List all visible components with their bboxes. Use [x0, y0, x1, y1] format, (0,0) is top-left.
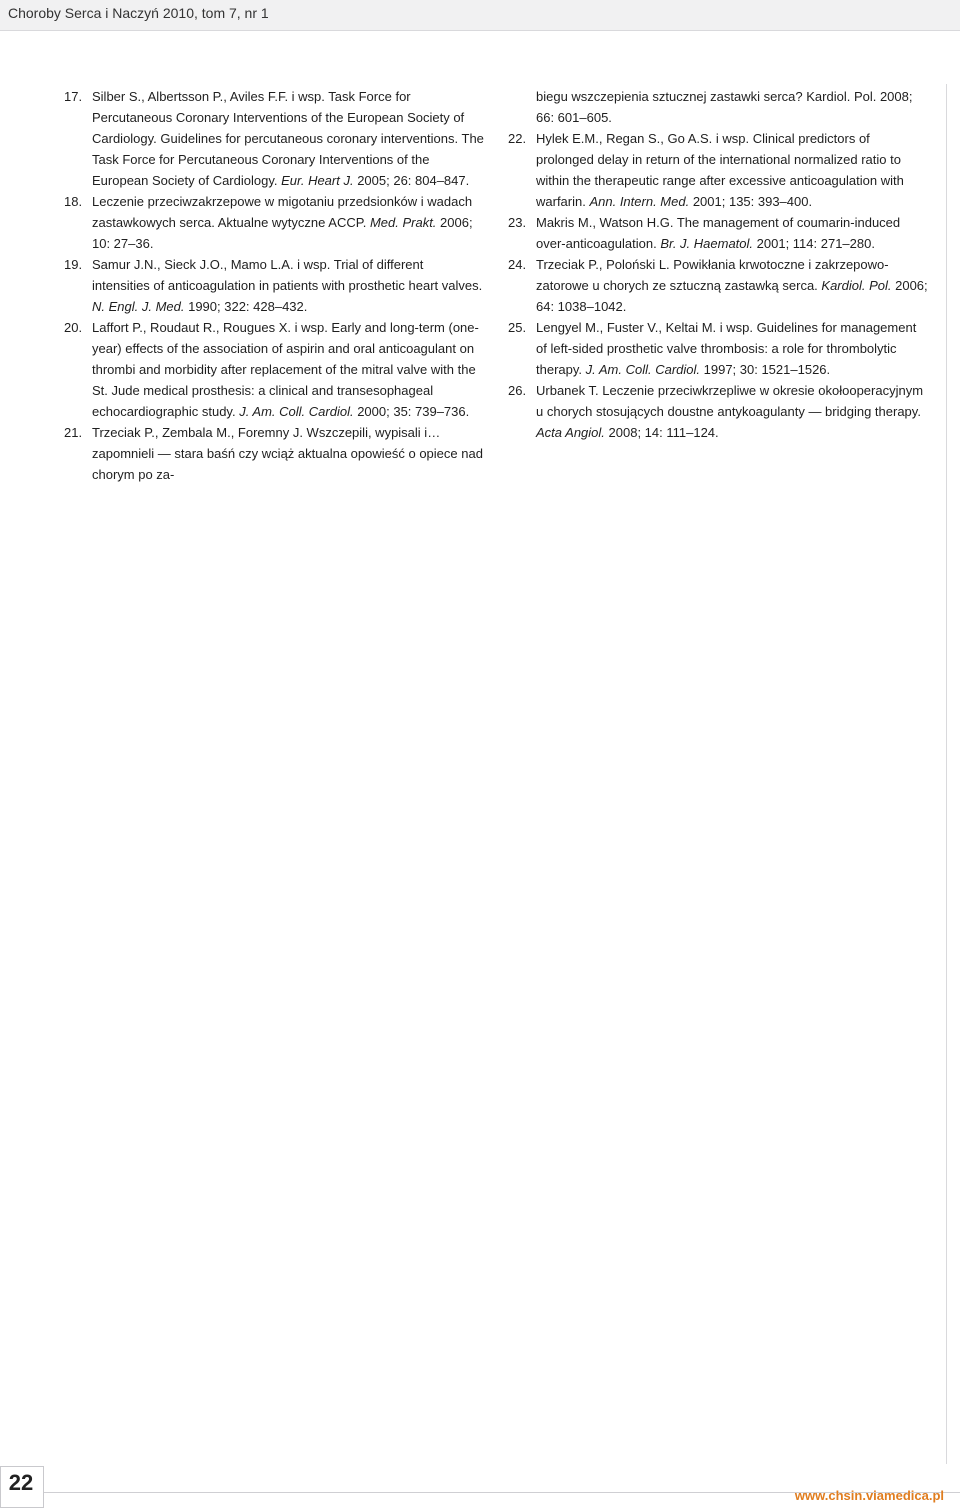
reference-item	[64, 317, 484, 422]
reference-text: 2000; 35: 739–736.	[353, 404, 470, 419]
reference-body	[92, 317, 484, 422]
reference-text: 2006; 64: 1038–1042.	[536, 278, 928, 314]
reference-item	[64, 191, 484, 254]
reference-journal-name: Kardiol. Pol.	[806, 89, 877, 104]
reference-journal-name: J. Am. Coll. Cardiol.	[239, 404, 354, 419]
reference-number: 19.	[64, 257, 83, 272]
reference-item	[508, 128, 930, 212]
reference-number: 23.	[508, 215, 527, 230]
reference-journal-name: Med. Prakt.	[369, 215, 437, 230]
reference-text: 2001; 114: 271–280.	[753, 236, 875, 251]
page-number: 22	[8, 1470, 34, 1495]
reference-body	[92, 86, 484, 191]
right-margin-rule	[946, 84, 947, 1464]
reference-number: 17.	[64, 89, 83, 104]
reference-number: 24.	[508, 257, 527, 272]
reference-body	[536, 212, 930, 254]
reference-text: Hylek E.M., Regan S., Go A.S. i wsp. Clinical predictors of prolonged delay in return of the international normalized ratio to within the therapeutic range after excessive anticoagulation with warfarin.	[536, 131, 904, 209]
reference-text: 2001; 135: 393–400.	[689, 194, 813, 209]
reference-journal-name: J. Am. Coll. Cardiol.	[585, 362, 701, 377]
reference-body	[536, 128, 930, 212]
reference-text: 2008; 14: 111–124.	[604, 425, 719, 440]
reference-item	[508, 212, 930, 254]
reference-journal-name: Br. J. Haematol.	[660, 236, 754, 251]
reference-body	[92, 422, 484, 485]
reference-text: 1990; 322: 428–432.	[184, 299, 308, 314]
reference-text: Samur J.N., Sieck J.O., Mamo L.A. i wsp. Trial of different intensities of anticoagulation in patients with prosthetic heart valves.	[92, 257, 483, 293]
reference-text: Urbanek T. Leczenie przeciwkrzepliwe w okresie okołooperacyjnym u chorych stosujących doustne antykoagulanty — bridging therapy.	[536, 383, 924, 419]
reference-journal-name: Acta Angiol.	[536, 425, 605, 440]
reference-text: 2005; 26: 804–847.	[353, 173, 470, 188]
reference-text: Silber S., Albertsson P., Aviles F.F. i wsp. Task Force for Percutaneous Coronary Interventions of the European Society of Cardiology. Guidelines for percutaneous coronary interventions. The Task Force for Percutaneous Coronary Interventions of the European Society of Cardiology.	[92, 89, 484, 188]
reference-journal-name: N. Engl. J. Med.	[92, 299, 185, 314]
reference-body	[92, 191, 484, 254]
reference-body	[536, 380, 930, 443]
journal-website-link[interactable]: www.chsin.viamedica.pl	[794, 1488, 944, 1503]
reference-text: Trzeciak P., Zembala M., Foremny J. Wszczepili, wypisali i… zapomnieli — stara baśń czy wciąż aktualna opowieść o opiece nad chorym po za-	[92, 425, 483, 482]
reference-item	[64, 86, 484, 191]
reference-item	[64, 254, 484, 317]
reference-number: 26.	[508, 383, 527, 398]
reference-item	[508, 254, 930, 317]
reference-text: Leczenie przeciwzakrzepowe w migotaniu przedsionków i wadach zastawkowych serca. Aktualne wytyczne ACCP.	[92, 194, 473, 230]
right-reference-column	[508, 86, 930, 443]
reference-body	[536, 317, 930, 380]
reference-number: 21.	[64, 425, 83, 440]
reference-number: 25.	[508, 320, 527, 335]
reference-text: Laffort P., Roudaut R., Rougues X. i wsp. Early and long-term (one-year) effects of the association of aspirin and oral anticoagulant on thrombi and morbidity after replacement of the mitral valve with the St. Jude medical prosthesis: a clinical and transesophageal echocardiographic study.	[92, 320, 479, 419]
reference-item	[64, 422, 484, 485]
reference-text: Lengyel M., Fuster V., Keltai M. i wsp. Guidelines for management of left-sided prosthetic valve thrombosis: a role for thrombolytic therapy.	[536, 320, 917, 377]
journal-title: Choroby Serca i Naczyń 2010, tom 7, nr 1	[8, 5, 269, 21]
reference-text: 2006; 10: 27–36.	[92, 215, 473, 251]
reference-text: 1997; 30: 1521–1526.	[700, 362, 831, 377]
journal-header-bar	[0, 0, 960, 31]
reference-continuation	[508, 86, 930, 128]
reference-text: biegu wszczepienia sztucznej zastawki serca?	[536, 89, 807, 104]
reference-text: Trzeciak P., Poloński L. Powikłania krwotoczne i zakrzepowo-zatorowe u chorych ze sztuczną zastawką serca.	[536, 257, 889, 293]
reference-text: 2008; 66: 601–605.	[536, 89, 913, 125]
reference-body	[536, 254, 930, 317]
reference-journal-name: Kardiol. Pol.	[821, 278, 892, 293]
reference-text: Makris M., Watson H.G. The management of coumarin-induced over-anticoagulation.	[536, 215, 901, 251]
reference-body	[92, 254, 484, 317]
reference-journal-name: Ann. Intern. Med.	[589, 194, 690, 209]
reference-item	[508, 380, 930, 443]
reference-journal-name: Eur. Heart J.	[281, 173, 354, 188]
reference-number: 22.	[508, 131, 527, 146]
reference-item	[508, 317, 930, 380]
reference-number: 18.	[64, 194, 83, 209]
reference-number: 20.	[64, 320, 83, 335]
left-reference-column	[64, 86, 484, 485]
